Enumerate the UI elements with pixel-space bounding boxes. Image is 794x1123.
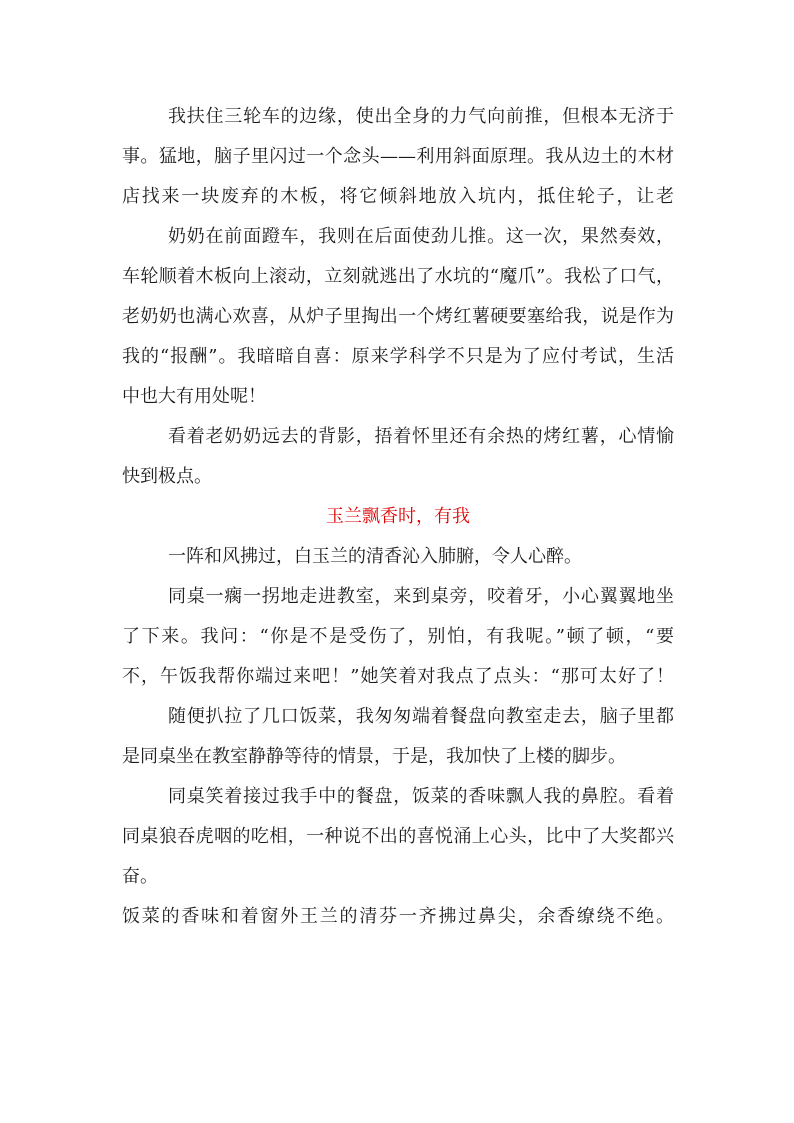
text-line: 快到极点。 (122, 466, 212, 487)
story-continuation (122, 97, 674, 497)
text-line: 看着老奶奶远去的背影，捂着怀里还有余热的烤红薯，心情愉 (168, 426, 674, 447)
paragraph (122, 417, 674, 497)
document-body (122, 97, 674, 937)
story-section (122, 497, 674, 937)
text-line: 我的“报酬”。我暗暗自喜：原来学科学不只是为了应付考试，生活 (122, 346, 674, 367)
text-line: 中也大有用处呢！ (122, 386, 266, 407)
paragraph (122, 697, 674, 777)
text-line: 是同桌坐在教室静静等待的情景，于是，我加快了上楼的脚步。 (122, 746, 626, 767)
text-line: 同桌一瘸一拐地走进教室，来到桌旁，咬着牙，小心翼翼地坐 (168, 586, 674, 607)
text-line: 奋。 (122, 866, 158, 887)
text-line: 一阵和风拂过，白玉兰的清香沁入肺腑，令人心醉。 (168, 546, 582, 567)
story-title: 玉兰飘香时，有我 (326, 506, 470, 527)
text-line: 车轮顺着木板向上滚动，立刻就逃出了水坑的“魔爪”。我松了口气， (122, 266, 674, 287)
text-line: 不，午饭我帮你端过来吧！”她笑着对我点了点头：“那可太好了！ (122, 666, 674, 687)
text-line: 饭菜的香味和着窗外王兰的清芬一齐拂过鼻尖，余香缭绕不绝。 (122, 906, 674, 927)
paragraph (122, 97, 674, 217)
paragraph (122, 897, 674, 937)
text-line: 了下来。我问：“你是不是受伤了，别怕，有我呢。”顿了顿，“要 (122, 626, 674, 647)
paragraph (122, 217, 674, 417)
text-line: 随便扒拉了几口饭菜，我匆匆端着餐盘向教室走去，脑子里都 (168, 706, 674, 727)
text-line: 同桌狼吞虎咽的吃相，一种说不出的喜悦涌上心头，比中了大奖都兴 (122, 826, 674, 847)
paragraph (122, 537, 674, 577)
text-line: 同桌笑着接过我手中的餐盘，饭菜的香味飘人我的鼻腔。看着 (168, 786, 674, 807)
text-line: 老奶奶也满心欢喜，从炉子里掏出一个烤红薯硬要塞给我，说是作为 (122, 306, 674, 327)
paragraph (122, 577, 674, 697)
text-line: 事。猛地，脑子里闪过一个念头——利用斜面原理。我从边土的木材 (122, 146, 674, 167)
text-line: 店找来一块废弃的木板，将它倾斜地放入坑内，抵住轮子，让老 (122, 186, 674, 207)
paragraph (122, 777, 674, 897)
text-line: 我扶住三轮车的边缘，使出全身的力气向前推，但根本无济于 (168, 106, 674, 127)
text-line: 奶奶在前面蹬车，我则在后面使劲儿推。这一次，果然奏效， (168, 226, 674, 247)
